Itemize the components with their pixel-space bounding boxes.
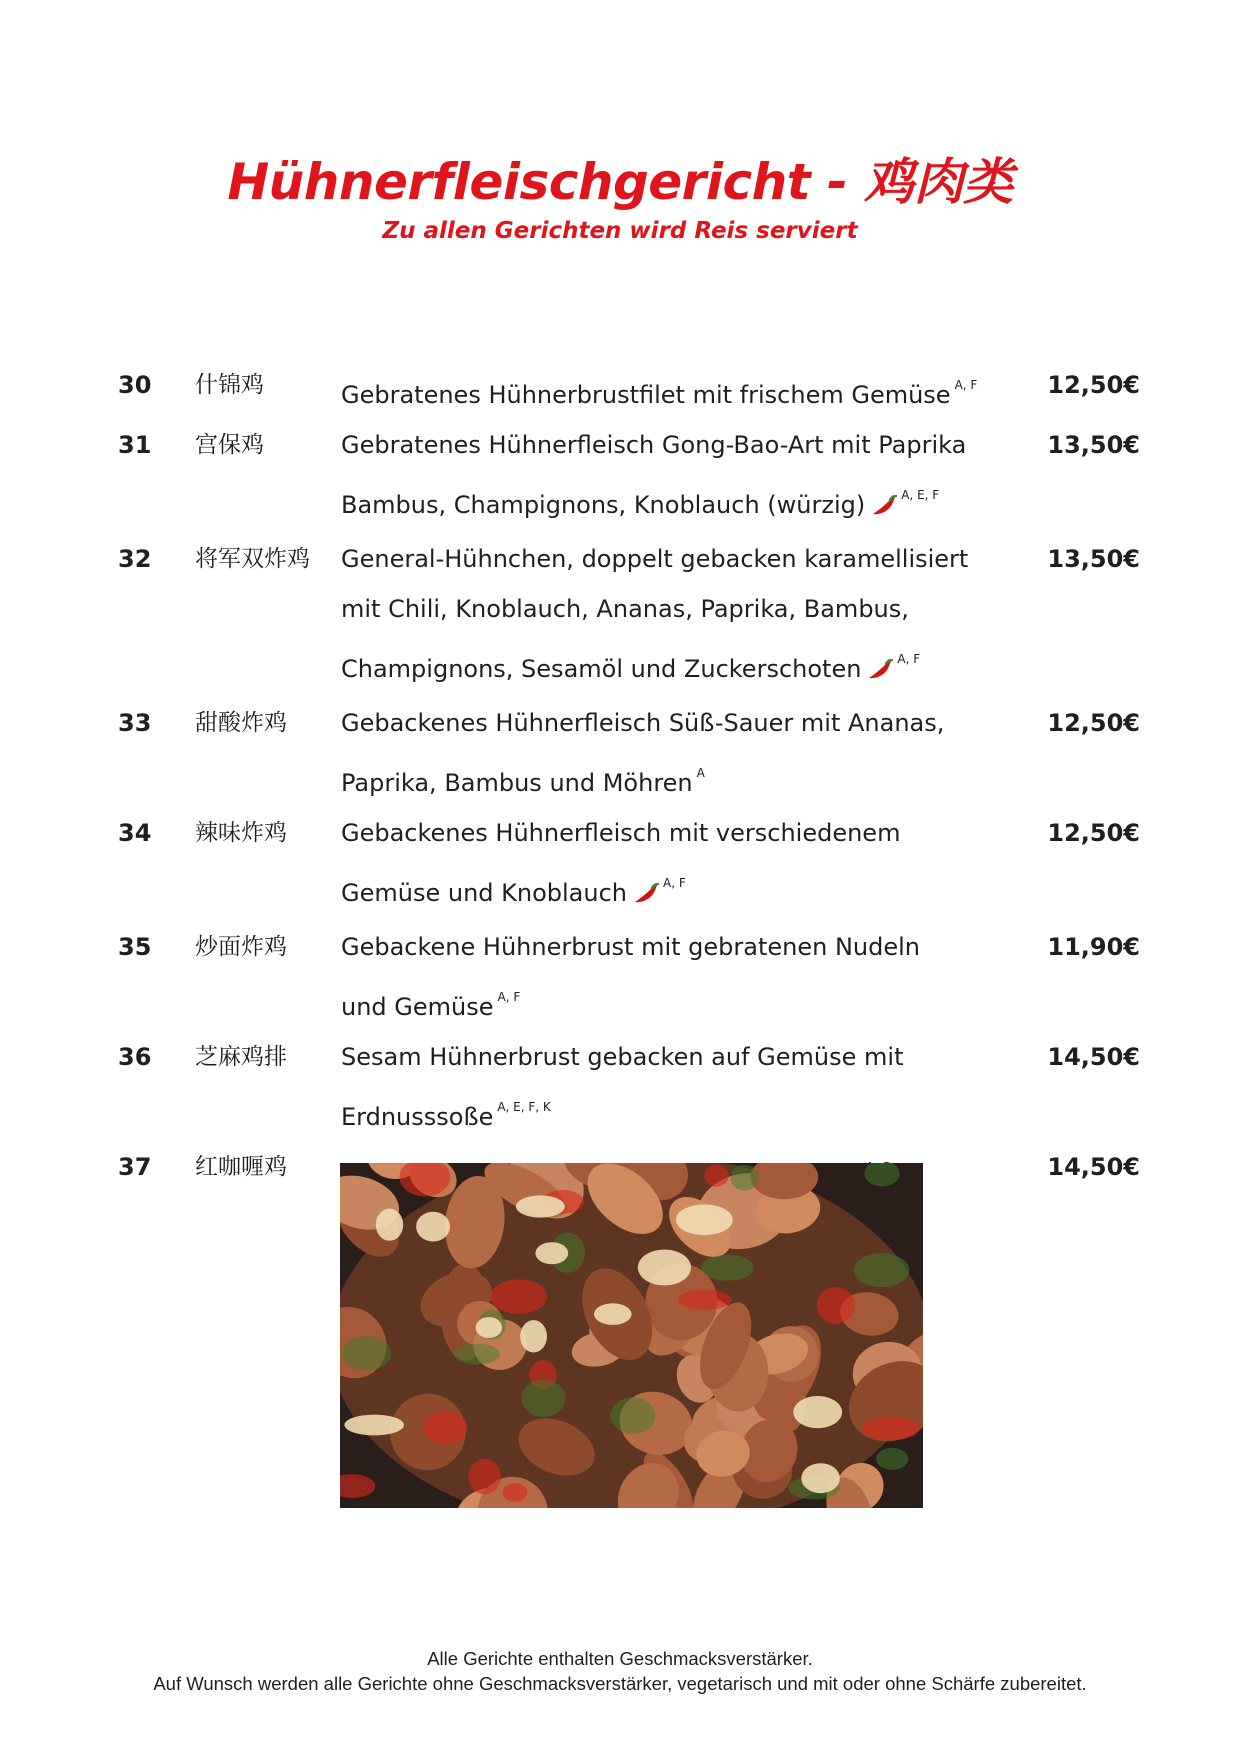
footer-note-1: Alle Gerichte enthalten Geschmacksverstärker.	[427, 1648, 813, 1669]
description-text: General-Hühnchen, doppelt gebacken karamellisiert	[341, 545, 969, 573]
item-price: 14,50€	[1047, 1153, 1140, 1181]
footer	[0, 1646, 1240, 1696]
item-description	[341, 360, 1061, 420]
allergen-codes: A, F	[897, 652, 921, 666]
menu-item	[118, 1032, 1140, 1142]
item-number: 37	[118, 1153, 152, 1181]
item-chinese-name: 芝麻鸡排	[195, 1044, 287, 1070]
item-chinese-name: 将军双炸鸡	[195, 546, 310, 572]
description-line	[341, 584, 1061, 634]
item-chinese-name: 什锦鸡	[195, 372, 264, 398]
item-price: 12,50€	[1047, 819, 1140, 847]
item-number: 32	[118, 545, 152, 573]
item-chinese-name: 甜酸炸鸡	[195, 710, 287, 736]
description-text: Sesam Hühnerbrust gebacken auf Gemüse mit	[341, 1043, 904, 1071]
footer-note-2: Auf Wunsch werden alle Gerichte ohne Geschmacksverstärker, vegetarisch und mit oder ohne Schärfe zubereitet.	[153, 1673, 1087, 1694]
allergen-codes: A, E, F, K	[497, 1100, 551, 1114]
description-line	[341, 748, 1061, 808]
description-text: mit Chili, Knoblauch, Ananas, Paprika, Bambus,	[341, 595, 909, 623]
menu-item	[118, 534, 1140, 698]
item-price: 13,50€	[1047, 545, 1140, 573]
chili-pepper-icon	[867, 648, 893, 698]
item-price: 14,50€	[1047, 1043, 1140, 1071]
description-text: Gebackene Hühnerbrust mit gebratenen Nudeln	[341, 933, 921, 961]
menu-list	[118, 360, 1140, 1202]
description-line	[341, 534, 1061, 584]
item-chinese-name: 辣味炸鸡	[195, 820, 287, 846]
description-text: Gemüse und Knoblauch	[341, 879, 627, 907]
item-price: 12,50€	[1047, 371, 1140, 399]
menu-item	[118, 360, 1140, 420]
description-line	[341, 1032, 1061, 1082]
allergen-codes: A, F	[497, 990, 521, 1004]
allergen-codes: A, F	[954, 378, 978, 392]
menu-item	[118, 922, 1140, 1032]
chili-pepper-icon	[633, 872, 659, 922]
item-chinese-name: 宫保鸡	[195, 432, 264, 458]
page-subtitle: Zu allen Gerichten wird Reis serviert	[382, 218, 858, 244]
item-description	[341, 698, 1061, 808]
description-text: Champignons, Sesamöl und Zuckerschoten	[341, 655, 862, 683]
item-chinese-name: 红咖喱鸡	[195, 1154, 287, 1180]
description-text: Paprika, Bambus und Möhren	[341, 769, 693, 797]
description-text: Erdnusssoße	[341, 1103, 494, 1131]
allergen-codes: A	[696, 766, 705, 780]
item-description	[341, 420, 1061, 534]
description-text: Bambus, Champignons, Knoblauch (würzig)	[341, 491, 866, 519]
description-line	[341, 922, 1061, 972]
description-line	[341, 360, 1061, 420]
description-text: und Gemüse	[341, 993, 494, 1021]
item-description	[341, 808, 1061, 922]
item-description	[341, 534, 1061, 698]
menu-item	[118, 808, 1140, 922]
item-price: 12,50€	[1047, 709, 1140, 737]
item-chinese-name: 炒面炸鸡	[195, 934, 287, 960]
description-text: Gebackenes Hühnerfleisch Süß-Sauer mit Ananas,	[341, 709, 945, 737]
item-number: 36	[118, 1043, 152, 1071]
allergen-codes: A, F	[663, 876, 686, 890]
description-line	[341, 698, 1061, 748]
description-line	[341, 420, 1061, 470]
menu-item	[118, 698, 1140, 808]
description-line	[341, 972, 1061, 1032]
description-line	[341, 808, 1061, 858]
item-number: 33	[118, 709, 152, 737]
description-text: Gebratenes Hühnerbrustfilet mit frischem Gemüse	[341, 381, 951, 409]
chili-pepper-icon	[871, 484, 897, 534]
description-text: Gebackenes Hühnerfleisch mit verschiedenem	[341, 819, 901, 847]
description-line	[341, 634, 1061, 698]
item-price: 11,90€	[1047, 933, 1140, 961]
dish-photo	[340, 1163, 923, 1508]
menu-item	[118, 420, 1140, 534]
page-title: Hühnerfleischgericht - 鸡肉类	[227, 153, 1013, 211]
item-number: 30	[118, 371, 152, 399]
description-line	[341, 1082, 1061, 1142]
menu-header	[0, 150, 1240, 244]
description-line	[341, 470, 1061, 534]
item-description	[341, 1032, 1061, 1142]
item-description	[341, 922, 1061, 1032]
item-number: 34	[118, 819, 152, 847]
allergen-codes: A, E, F	[901, 488, 940, 502]
description-line	[341, 858, 1061, 922]
item-number: 35	[118, 933, 152, 961]
item-price: 13,50€	[1047, 431, 1140, 459]
item-number: 31	[118, 431, 152, 459]
description-text: Gebratenes Hühnerfleisch Gong-Bao-Art mit Paprika	[341, 431, 967, 459]
